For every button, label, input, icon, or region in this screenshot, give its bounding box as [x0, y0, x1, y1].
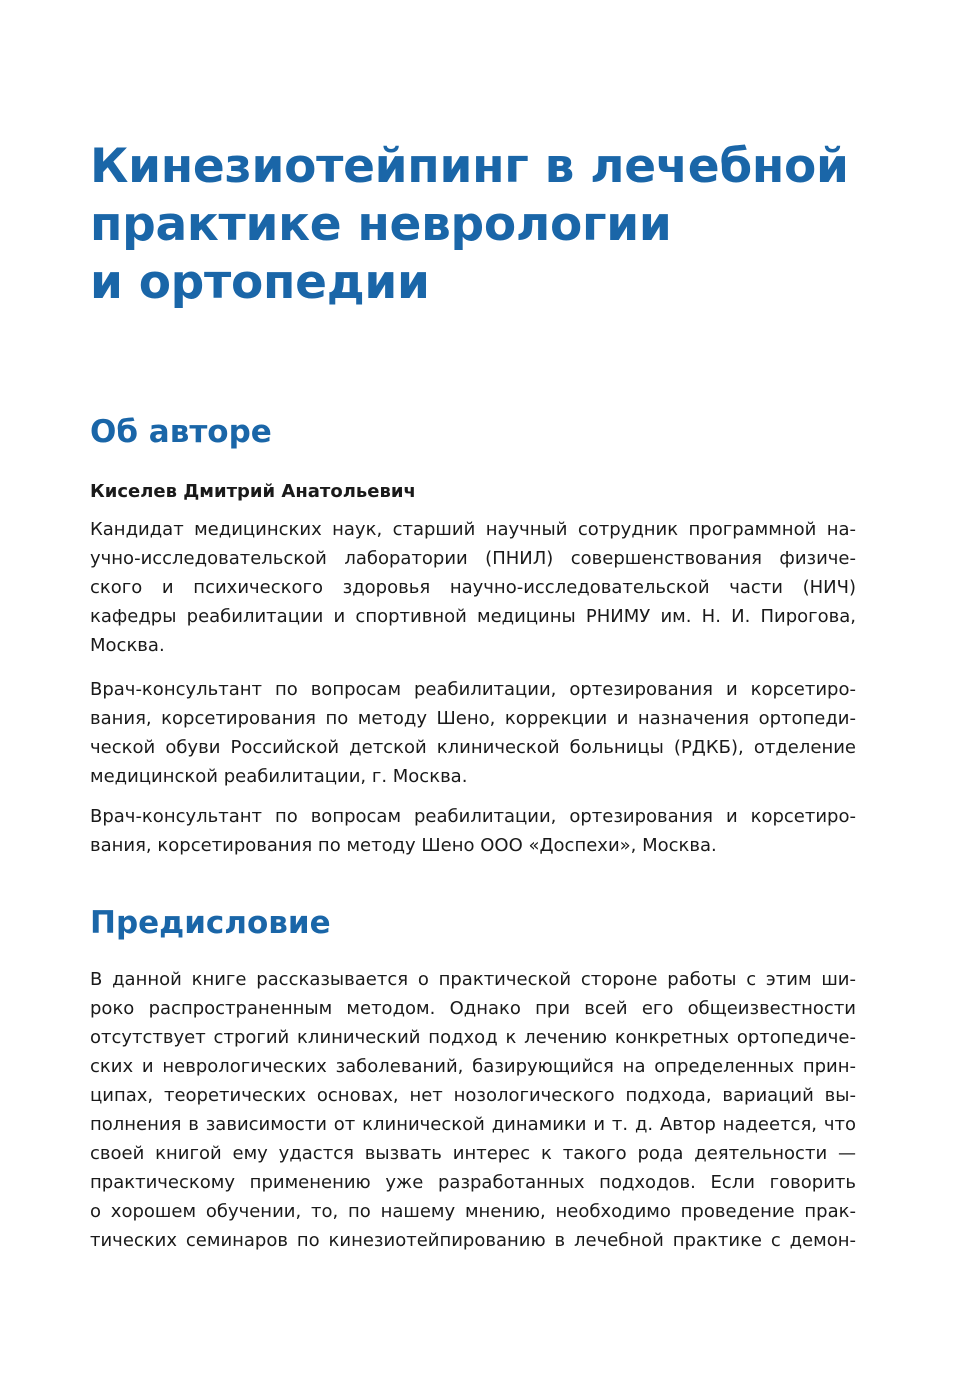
book-title-line: Кинезиотейпинг в лечебной	[90, 139, 849, 194]
author-paragraph	[90, 515, 856, 660]
text-line: роко распространенным методом. Однако при всей его общеизвестности	[90, 998, 856, 1019]
text-line: ских и неврологических заболеваний, базирующийся на определенных прин-	[90, 1056, 856, 1077]
text-line: тических семинаров по кинезиотейпированию в лечебной практике с демон-	[90, 1230, 856, 1251]
author-paragraph	[90, 675, 856, 791]
text-line: своей книгой ему удастся вызвать интерес к такого рода деятельности —	[90, 1143, 856, 1164]
text-line: ципах, теоретических основах, нет нозологического подхода, вариаций вы-	[90, 1085, 856, 1106]
preface-paragraph	[90, 965, 856, 1255]
text-line: вания, корсетирования по методу Шено ООО «Доспехи», Москва.	[90, 835, 717, 856]
text-line: практическому применению уже разработанных подходов. Если говорить	[90, 1172, 856, 1193]
preface-heading: Предисловие	[90, 905, 331, 941]
text-line: полнения в зависимости от клинической динамики и т. д. Автор надеется, что	[90, 1114, 856, 1135]
book-title-line: практике неврологии	[90, 197, 672, 252]
text-line: отсутствует строгий клинический подход к лечению конкретных ортопедиче-	[90, 1027, 856, 1048]
author-paragraph	[90, 802, 856, 860]
text-line: ского и психического здоровья научно-исследовательской части (НИЧ)	[90, 577, 856, 598]
text-line: В данной книге рассказывается о практической стороне работы с этим ши-	[90, 969, 856, 990]
text-line: вания, корсетирования по методу Шено, коррекции и назначения ортопеди-	[90, 708, 856, 729]
text-line: Москва.	[90, 635, 165, 656]
text-line: учно-исследовательской лаборатории (ПНИЛ) совершенствования физиче-	[90, 548, 856, 569]
author-name: Киселев Дмитрий Анатольевич	[90, 481, 416, 502]
text-line: о хорошем обучении, то, по нашему мнению, необходимо проведение прак-	[90, 1201, 856, 1222]
about-author-heading: Об авторе	[90, 414, 272, 450]
text-line: Кандидат медицинских наук, старший научный сотрудник программной на-	[90, 519, 856, 540]
text-line: кафедры реабилитации и спортивной медицины РНИМУ им. Н. И. Пирогова,	[90, 606, 856, 627]
text-line: Врач-консультант по вопросам реабилитации, ортезирования и корсетиро-	[90, 679, 856, 700]
book-title-line: и ортопедии	[90, 255, 430, 310]
book-title	[90, 138, 856, 312]
text-line: медицинской реабилитации, г. Москва.	[90, 766, 468, 787]
text-line: ческой обуви Российской детской клинической больницы (РДКБ), отделение	[90, 737, 856, 758]
text-line: Врач-консультант по вопросам реабилитации, ортезирования и корсетиро-	[90, 806, 856, 827]
